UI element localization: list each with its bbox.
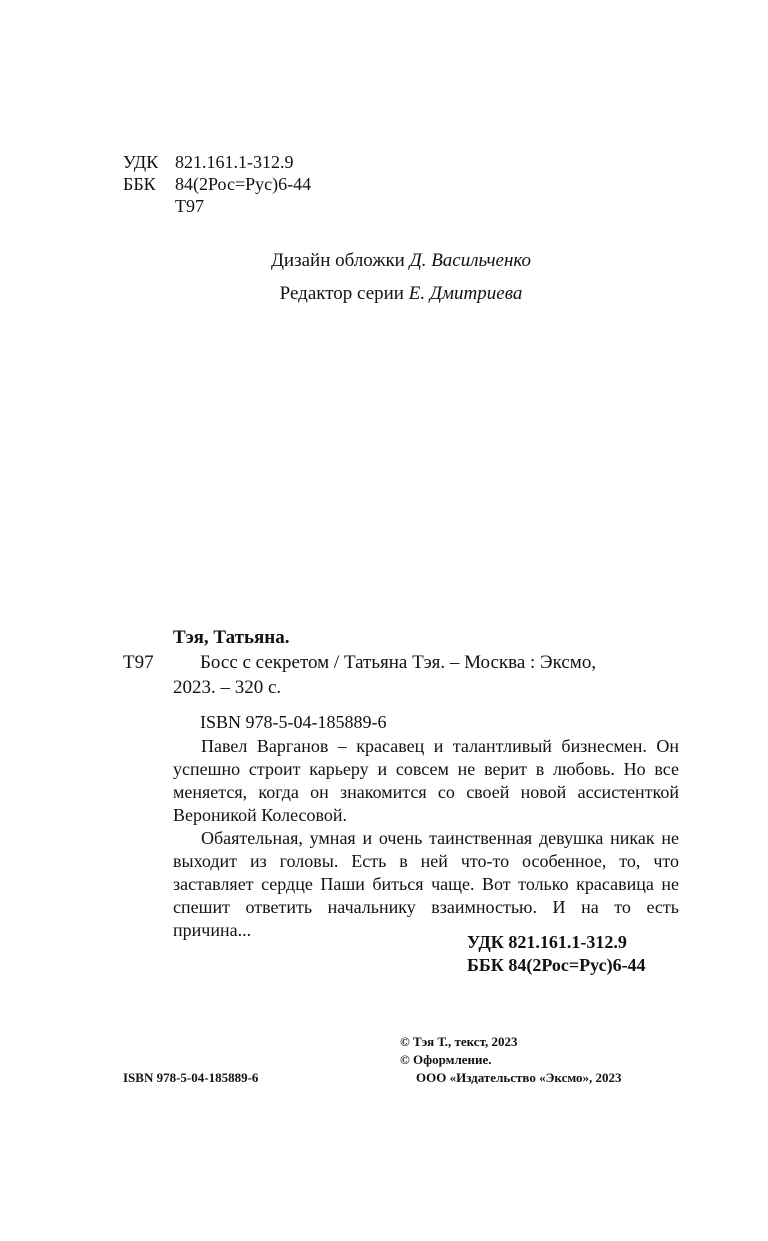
series-editor-prefix: Редактор серии — [279, 283, 404, 304]
footer-isbn: ISBN 978-5-04-185889-6 — [123, 1070, 259, 1085]
cover-design-credit — [0, 249, 768, 273]
cover-design-prefix: Дизайн обложки — [270, 250, 405, 271]
annotation-paragraph-2: Обаятельная, умная и очень таинственная девушка никак не выходит из головы. Есть в ней что-то особенное, то, что заставляет сердце Паши биться чаще. Вот только красавица не спешит ответить начальнику взаимностью. И на то есть причина... — [173, 828, 679, 940]
series-editor-name: Е. Дмитриева — [408, 283, 523, 304]
catalog-isbn: ISBN 978-5-04-185889-6 — [200, 712, 387, 732]
annotation — [173, 735, 679, 942]
catalog-sign: Т97 — [123, 652, 154, 673]
udk-label: УДК — [123, 152, 159, 172]
catalog-udk-line: УДК 821.161.1-312.9 — [467, 932, 627, 952]
catalog-title-line-1: Босс с секретом / Татьяна Тэя. – Москва : Эксмо, — [200, 652, 597, 673]
catalog-author-heading: Тэя, Татьяна. — [173, 627, 290, 648]
annotation-paragraph-1: Павел Варганов – красавец и талантливый бизнесмен. Он успешно строит карьеру и совсем не верит в любовь. Но все меняется, когда он знакомится со своей новой ассистенткой Вероникой Колесовой. — [173, 736, 679, 825]
catalog-title-line-2: 2023. – 320 с. — [173, 677, 282, 698]
author-sign-top: Т97 — [175, 196, 204, 216]
cover-designer-name: Д. Васильченко — [409, 250, 532, 271]
copyright-design: © Оформление. — [400, 1052, 492, 1067]
series-editor-credit — [0, 282, 768, 306]
bbk-label: ББК — [123, 174, 156, 194]
copyright-publisher: ООО «Издательство «Эксмо», 2023 — [416, 1070, 622, 1085]
catalog-bbk-line: ББК 84(2Рос=Рус)6-44 — [467, 955, 646, 975]
udk-value: 821.161.1-312.9 — [175, 152, 294, 172]
copyright-text: © Тэя Т., текст, 2023 — [400, 1034, 518, 1049]
bbk-value: 84(2Рос=Рус)6-44 — [175, 174, 312, 194]
